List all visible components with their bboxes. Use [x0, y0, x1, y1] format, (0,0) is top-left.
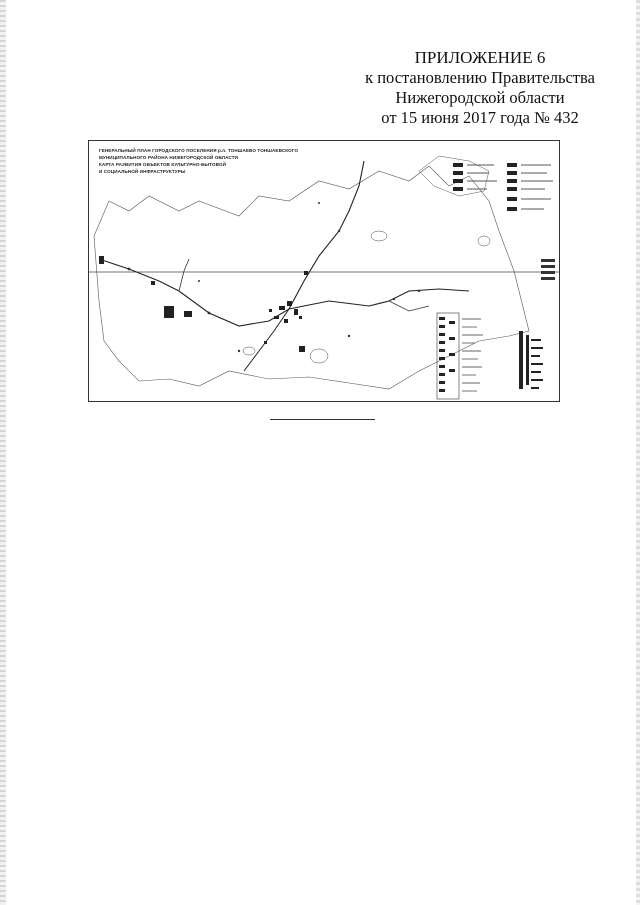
scan-edge-left — [0, 0, 6, 905]
appendix-header — [330, 48, 630, 128]
map-title-line-2: МУНИЦИПАЛЬНОГО РАЙОНА НИЖЕГОРОДСКОЙ ОБЛАСТИ — [99, 155, 239, 160]
general-plan-map — [88, 140, 560, 402]
scan-edge-right — [636, 0, 640, 905]
resolution-reference: к постановлению Правительства — [365, 68, 595, 87]
map-subtitle-line-2: И СОЦИАЛЬНОЙ ИНФРАСТРУКТУРЫ — [99, 169, 186, 174]
map-title — [99, 147, 298, 175]
separator-line — [270, 419, 375, 420]
region-name: Нижегородской области — [395, 88, 565, 107]
map-subtitle-line-1: КАРТА РАЗВИТИЯ ОБЪЕКТОВ КУЛЬТУРНО-БЫТОВОЙ — [99, 162, 226, 167]
appendix-number: ПРИЛОЖЕНИЕ 6 — [414, 48, 546, 67]
map-drawing — [89, 141, 560, 402]
resolution-date: от 15 июня 2017 года № 432 — [381, 108, 579, 127]
map-title-line-1: ГЕНЕРАЛЬНЫЙ ПЛАН ГОРОДСКОГО ПОСЕЛЕНИЯ р.п. ТОНШАЕВО ТОНШАЕВСКОГО — [99, 148, 299, 153]
